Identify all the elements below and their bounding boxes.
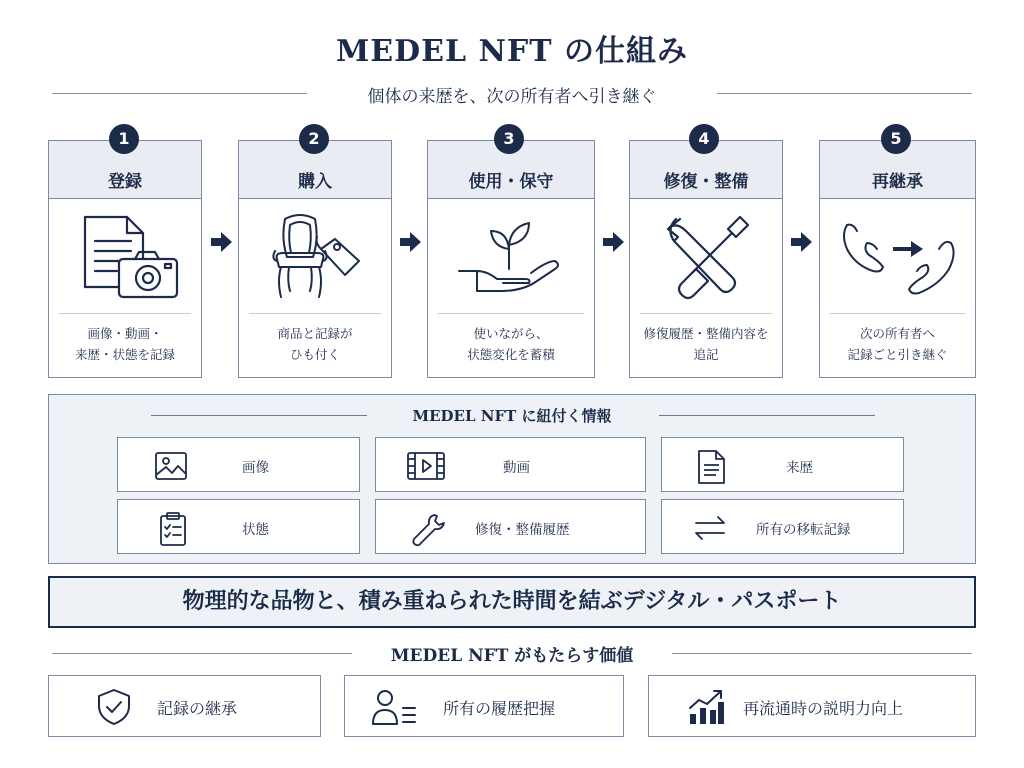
step-description: 使いながら、 状態変化を蓄積 [467, 326, 555, 362]
step-badge-4: 4 [689, 124, 719, 154]
subtitle-row [52, 82, 972, 106]
growth-chart-icon [687, 688, 725, 726]
subtitle: 個体の来歴を、次の所有者へ引き継ぐ [367, 87, 657, 107]
info-item-ownership-transfer [661, 499, 904, 554]
step-title: 再継承 [872, 172, 923, 192]
step-description: 商品と記録が ひも付く [277, 326, 353, 362]
info-item-label: 所有の移転記録 [756, 522, 851, 538]
step-divider [830, 313, 965, 314]
step-divider [59, 313, 191, 314]
user-list-icon [371, 688, 409, 726]
digital-passport-banner: 物理的な品物と、積み重ねられた時間を結ぶデジタル・パスポート [48, 576, 976, 628]
step-divider [249, 313, 381, 314]
image-icon [154, 449, 188, 483]
info-item-repair-log [375, 499, 646, 554]
value-heading-row [52, 641, 972, 665]
wrench-icon [410, 511, 444, 545]
step-divider [438, 313, 584, 314]
info-item-condition [117, 499, 360, 554]
step-title: 購入 [298, 172, 332, 192]
step-description: 修復履歴・整備内容を 追記 [643, 326, 769, 362]
step-title: 登録 [108, 172, 142, 192]
step-description: 画像・動画・ 来歴・状態を記録 [74, 326, 175, 362]
hands-handover-icon [820, 209, 975, 313]
arrow-right-icon [789, 230, 813, 254]
arrow-right-icon [398, 230, 422, 254]
info-item-image [117, 437, 360, 492]
step-title: 修復・整備 [663, 172, 749, 192]
value-item-resale-explanation [648, 675, 976, 737]
step-card-use-maintain [427, 140, 595, 378]
step-title: 使用・保守 [468, 172, 554, 192]
value-item-label: 再流通時の説明力向上 [743, 699, 904, 718]
value-heading: MEDEL NFT がもたらす価値 [390, 646, 634, 666]
info-item-history [661, 437, 904, 492]
step-badge-1: 1 [109, 124, 139, 154]
step-card-register [48, 140, 202, 378]
info-item-video [375, 437, 646, 492]
info-item-label: 状態 [242, 522, 269, 538]
step-badge-5: 5 [881, 124, 911, 154]
step-description: 次の所有者へ 記録ごと引き継ぐ [847, 326, 948, 362]
chair-tag-icon [239, 209, 391, 313]
info-heading: MEDEL NFT に紐付く情報 [412, 407, 612, 425]
linked-info-panel [48, 394, 976, 564]
arrow-right-icon [601, 230, 625, 254]
clipboard-check-icon [156, 511, 190, 545]
transfer-arrows-icon [690, 511, 724, 545]
step-card-repair [629, 140, 783, 378]
page-title: MEDEL NFT の仕組み [336, 34, 688, 69]
video-icon [406, 449, 440, 483]
step-card-purchase [238, 140, 392, 378]
step-card-reinherit [819, 140, 976, 378]
document-camera-icon [49, 209, 201, 313]
sprout-hand-icon [428, 209, 594, 313]
arrow-right-icon [209, 230, 233, 254]
info-item-label: 修復・整備履歴 [475, 522, 570, 538]
document-icon [694, 449, 728, 483]
info-item-label: 画像 [242, 460, 269, 476]
tools-icon [630, 209, 782, 313]
step-divider [640, 313, 772, 314]
shield-check-icon [95, 688, 133, 726]
info-item-label: 動画 [503, 460, 530, 476]
value-item-label: 記録の継承 [157, 699, 238, 718]
info-item-label: 来歴 [786, 460, 813, 476]
value-item-label: 所有の履歴把握 [443, 699, 556, 718]
value-item-ownership-history [344, 675, 624, 737]
step-badge-2: 2 [299, 124, 329, 154]
value-item-record-inheritance [48, 675, 321, 737]
step-badge-3: 3 [494, 124, 524, 154]
